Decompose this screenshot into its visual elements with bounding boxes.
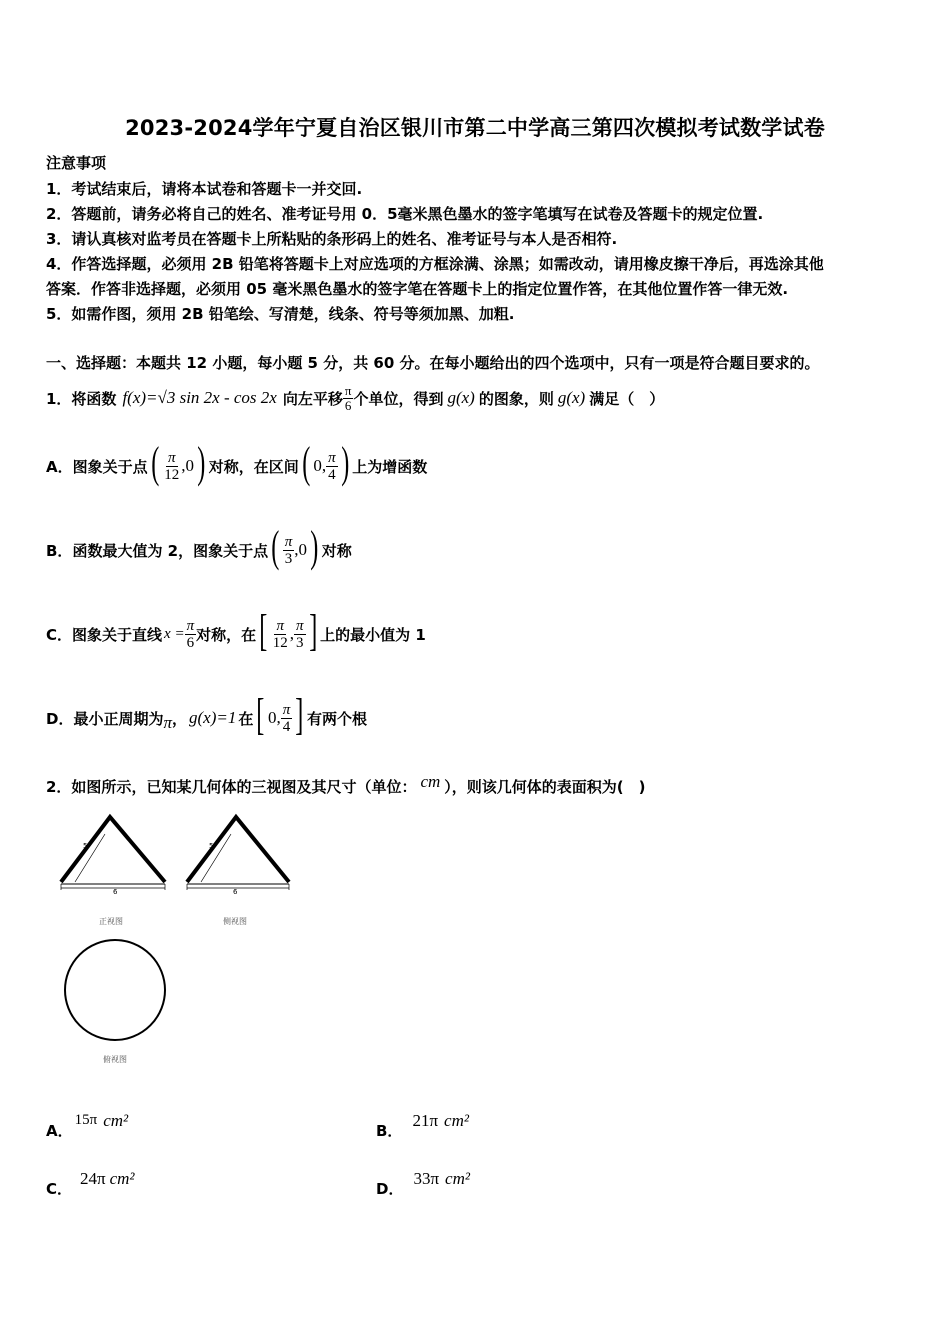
option-label: B． bbox=[46, 541, 73, 560]
separator: ， bbox=[172, 709, 188, 728]
slant-label: 5 bbox=[209, 842, 214, 850]
option-unit: cm² bbox=[103, 1110, 129, 1130]
interval-d: [ 0, $\frac{\pi}{4}$ ] bbox=[256, 690, 304, 739]
side-view bbox=[187, 817, 289, 926]
num: π bbox=[328, 449, 336, 466]
option-label: C． bbox=[46, 625, 73, 644]
num: π bbox=[168, 449, 176, 466]
interval-c: [ $\frac{\pi}{12}$ , $\frac{\pi}{3}$ ] bbox=[259, 606, 317, 655]
top-view-label: 俯视图 bbox=[103, 1055, 127, 1064]
option-label: D． bbox=[46, 709, 74, 728]
option-unit: cm² bbox=[445, 1168, 470, 1188]
notice-item: 3．请认真核对监考员在答题卡上所粘贴的条形码上的姓名、准考证号与本人是否相符. bbox=[46, 230, 618, 248]
q1-text: 的图象，则 bbox=[478, 389, 554, 408]
q2-option-c[interactable] bbox=[46, 1158, 135, 1199]
base-label: 6 bbox=[113, 888, 118, 896]
option-text: 上为增函数 bbox=[352, 457, 428, 476]
den: 4 bbox=[328, 466, 336, 483]
den: 12 bbox=[164, 466, 180, 483]
front-view-label: 正视图 bbox=[99, 917, 123, 926]
option-label: B． bbox=[376, 1122, 403, 1140]
q1-option-c[interactable] bbox=[46, 608, 426, 660]
line-eq: x = bbox=[164, 625, 185, 642]
option-value: 15π bbox=[74, 1112, 98, 1128]
fraction bbox=[271, 618, 290, 651]
option-text: 对称 bbox=[321, 541, 352, 560]
section-heading: 一、选择题：本题共 12 小题，每小题 5 分，共 60 分。在每小题给出的四个选项中，只有一项是符合题目要求的。 bbox=[46, 354, 820, 372]
front-view bbox=[61, 817, 165, 926]
slant-label: 5 bbox=[83, 842, 88, 850]
q1-option-d[interactable] bbox=[46, 692, 367, 744]
option-text: 最小正周期为 bbox=[73, 709, 164, 728]
fraction bbox=[185, 618, 197, 651]
fraction bbox=[281, 702, 293, 735]
option-value: 24π bbox=[80, 1168, 106, 1188]
num: π bbox=[276, 617, 284, 634]
option-text: 图象关于直线 bbox=[72, 625, 163, 644]
option-label: A． bbox=[46, 1122, 73, 1140]
option-unit: cm² bbox=[444, 1110, 469, 1130]
den: 3 bbox=[296, 634, 304, 651]
q2-text: 2．如图所示，已知某几何体的三视图及其尺寸（单位： bbox=[46, 777, 417, 796]
side-view-label: 侧视图 bbox=[223, 917, 247, 926]
question-1-stem bbox=[46, 380, 664, 416]
point-rest: ,0 bbox=[294, 540, 308, 559]
fraction bbox=[326, 450, 338, 483]
q1-option-a[interactable] bbox=[46, 440, 427, 492]
three-view-figure bbox=[55, 812, 305, 1072]
question-2-stem bbox=[46, 774, 646, 798]
option-label: D． bbox=[376, 1180, 404, 1198]
option-text: 对称，在区间 bbox=[208, 457, 299, 476]
fraction bbox=[294, 618, 306, 651]
fraction bbox=[283, 534, 295, 567]
q1-text: 1．将函数 bbox=[46, 389, 117, 408]
base-label: 6 bbox=[233, 888, 238, 896]
den: 6 bbox=[186, 634, 195, 651]
notice-item: 2．答题前，请务必将自己的姓名、准考证号用 0．5毫米黑色墨水的签字笔填写在试卷及答题卡的规定位置. bbox=[46, 205, 764, 223]
page-title: 2023-2024学年宁夏自治区银川市第二中学高三第四次模拟考试数学试卷 bbox=[125, 116, 825, 140]
option-value: 21π bbox=[412, 1110, 439, 1130]
function-g: g(x) bbox=[557, 388, 586, 407]
g-equation: g(x)=1 bbox=[189, 708, 237, 727]
option-text: 对称，在 bbox=[196, 625, 257, 644]
pi-symbol: π bbox=[163, 713, 172, 732]
function-g: g(x) bbox=[447, 388, 475, 407]
q2-option-d[interactable] bbox=[376, 1158, 470, 1199]
den: 3 bbox=[284, 550, 293, 567]
q1-text: 满足（ ） bbox=[589, 389, 665, 408]
interval-a: ( 0, $\frac{\pi}{4}$ ) bbox=[302, 438, 349, 487]
point-a: ( $\frac{\pi}{12}$ ,0 ) bbox=[150, 438, 206, 487]
q2-option-a[interactable] bbox=[46, 1100, 128, 1141]
notice-item: 1．考试结束后，请将本试卷和答题卡一并交回. bbox=[46, 180, 363, 198]
shift-fraction bbox=[343, 384, 354, 413]
notice-item: 答案．作答非选择题，必须用 05 毫米黑色墨水的签字笔在答题卡上的指定位置作答，在其他位置作答一律无效. bbox=[46, 280, 789, 298]
notice-item: 5．如需作图，须用 2B 铅笔绘、写清楚，线条、符号等须加黑、加粗. bbox=[46, 305, 515, 323]
num: π bbox=[186, 617, 195, 634]
function-f: f(x)=√3 sin 2x - cos 2x bbox=[122, 388, 277, 407]
interval-start: 0, bbox=[268, 708, 281, 727]
option-label: C． bbox=[46, 1180, 73, 1198]
num: π bbox=[344, 382, 352, 398]
fraction bbox=[162, 450, 181, 483]
interval-start: 0, bbox=[313, 456, 327, 475]
q2-option-b[interactable] bbox=[376, 1100, 469, 1141]
q1-text: 个单位，得到 bbox=[353, 389, 444, 408]
point-rest: ,0 bbox=[181, 456, 195, 475]
option-unit: cm² bbox=[109, 1168, 135, 1188]
num: π bbox=[284, 533, 293, 550]
option-text: 在 bbox=[238, 709, 254, 728]
q1-text: 向左平移 bbox=[282, 389, 343, 408]
point-b: ( $\frac{\pi}{3}$ ,0 ) bbox=[271, 522, 319, 571]
top-view bbox=[65, 940, 165, 1064]
num: π bbox=[282, 701, 291, 718]
den: 4 bbox=[282, 718, 291, 735]
notice-item: 4．作答选择题，必须用 2B 铅笔将答题卡上对应选项的方框涂满、涂黑；如需改动，请用橡皮擦干净后，再选涂其他 bbox=[46, 255, 824, 273]
den: 6 bbox=[344, 397, 352, 413]
option-text: 上的最小值为 1 bbox=[320, 625, 426, 644]
option-value: 33π bbox=[413, 1168, 440, 1188]
notice-heading: 注意事项 bbox=[46, 154, 107, 172]
option-text: 有两个根 bbox=[306, 709, 367, 728]
option-label: A． bbox=[46, 457, 73, 476]
den: 12 bbox=[272, 634, 288, 651]
q2-text: ），则该几何体的表面积为( ) bbox=[444, 777, 646, 796]
unit: cm bbox=[420, 772, 441, 791]
option-text: 图象关于点 bbox=[72, 457, 148, 476]
option-text: 函数最大值为 2，图象关于点 bbox=[72, 541, 269, 560]
q1-option-b[interactable] bbox=[46, 524, 352, 576]
num: π bbox=[296, 617, 304, 634]
